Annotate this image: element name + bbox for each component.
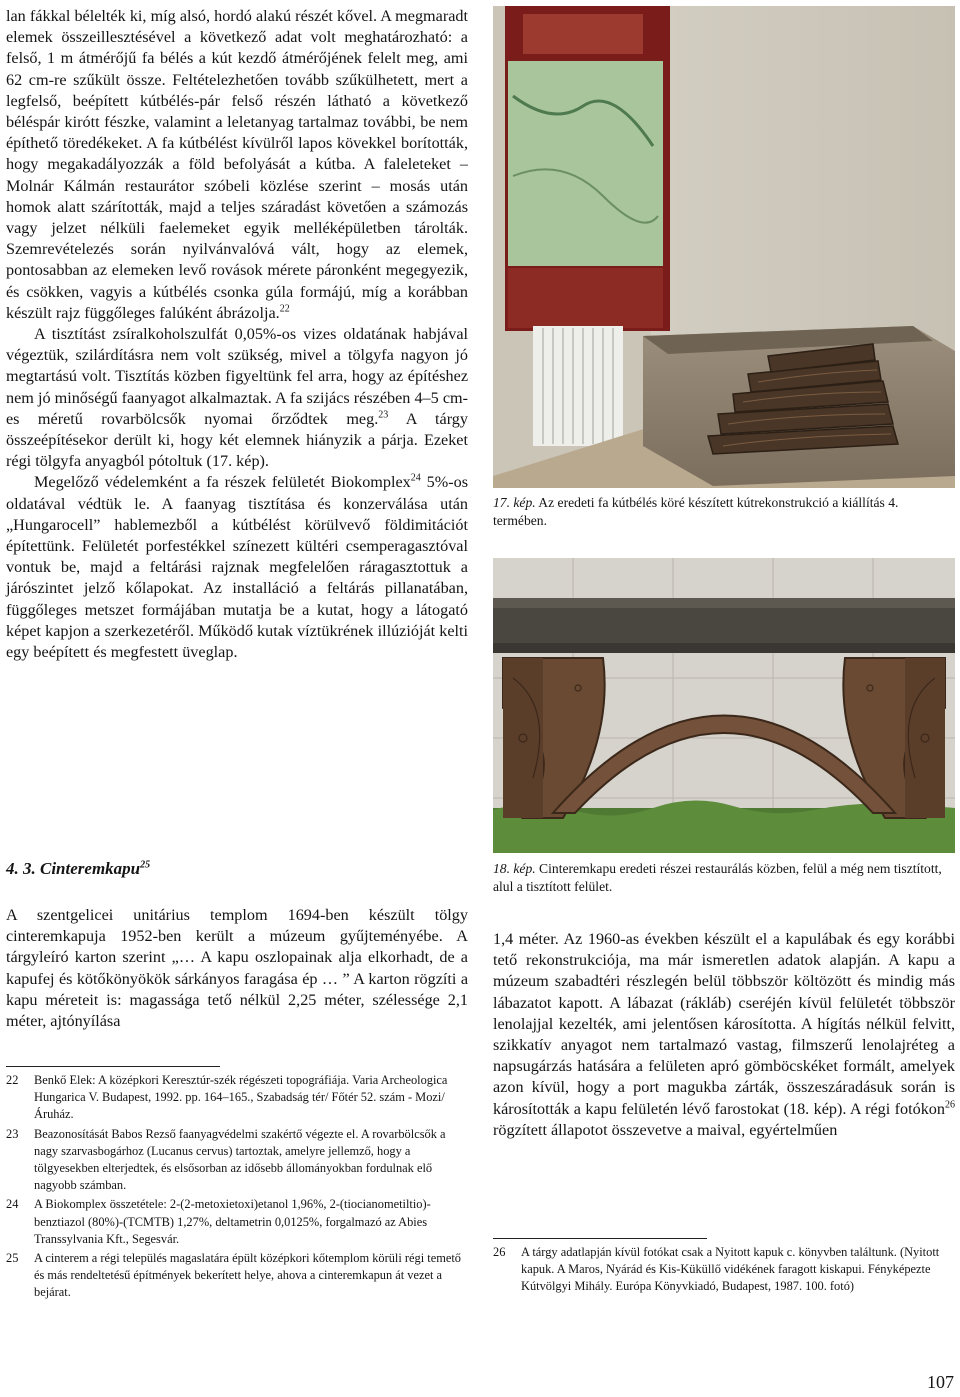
footnote-number: 25 [6,1251,19,1266]
footnote-divider-left [6,1066,220,1067]
well-photo-illustration [493,6,955,488]
body-paragraph-1: lan fákkal bélelték ki, míg alsó, hordó alakú részét kővel. A megmaradt elemek összeillesztésével a következő adat volt meghatározható: a felső, 1 m átmérőjű fa bélés a kút kezdő átmérőjének felelt meg, ami 62 cm-re szűkült össze. Feltételezhetően tovább szűkülhetett, mert a legfelső, beépített kútbélés-pár felső részén látható a következő béléspár kirótt fészke, valamint a leletanyag tartalmaz további, be nem építhető töredékeket. A fa kútbélést kívülről lapos kövekkel borították, hogy megakadályozzák a föld befolyását a kútba. A faleleteket – Molnár Kálmán restaurátor szóbeli közlése szerint – mosás után homok alatt szárították, majd a teljes száradást követően a számozás vagy jelzet nélküli faelemeket egyik melléképületben tárolták. Szemrevételezés során nyilvánvalóvá vált, hogy az elemek, pontosabban az elemeken levő rovások mérete páronként megegyezik, és csökken, vagyis a kútbélés csonka gúla formájú, míg a korábban készült rajz függőleges falúként ábrázolja.$^{22}$ [6,7,468,322]
body-paragraph-5: 1,4 méter. Az 1960-as években készült el a kapulábak és egy korábbi tető rekonstrukciója, ma már ismeretlen adatok alapján. A kapu a múzeum szabadtéri részlegén belül többször költözött és mindig más lábazatot kapott. A lábazat (rákláb) cseréjén kívül felületét többször lenolajjal kezelték, ami jelentősen károsította. A hígítás nélkül felvitt, szikkatív anyagot nem tartalmazó vastag, filmszerű lenolajréteg a napsugárzás hatására a felületen apró gömböcskéket formált, amelyek azon kívül, hogy a port magukba zárták, összeszáradásuk során is károsították a kapu felületén lévő farostokat (18. kép). A régi fotókon$^{26}$ rögzített állapotot összevetve a maival, egyértelműen [493,930,955,1139]
caption-18: 18. kép. Cinteremkapu eredeti részei restaurálás közben, felül a még nem tisztított, alul a tisztított felület. [493,861,942,894]
footnote-22 [6,1072,468,1124]
footnote-number: 24 [6,1197,19,1212]
gate-photo-illustration [493,558,955,853]
body-paragraph-4: A szentgelicei unitárius templom 1694-ben készült tölgy cinteremkapuja 1952-ben került a múzeum gyűjteményébe. A tárgyleíró karton szerint „… A kapu oszlopainak alja elkorhadt, de a kapufej és kötőkönyökök sárkányos faragása ép … ” A karton rögzíti a kapu méreteit is: magassága tető nélkül 2,25 méter, szélessége 2,1 méter, ajtónyílása [6,906,468,1031]
left-column-bottom [6,905,468,1032]
footnote-24 [6,1196,468,1248]
photo-well-reconstruction [493,6,955,488]
footnote-ref-26[interactable]: 26 [945,1099,955,1111]
footnote-divider-right [493,1238,707,1239]
footnote-23 [6,1126,468,1195]
body-paragraph-2: A tisztítást zsíralkoholszulfát 0,05%-os vizes oldatának habjával végeztük, szilárdításra nem volt szükség, mivel a tölgyfa nagyon jó megtartású volt. Tisztítás közben figyeltünk fel arra, hogy az építéshez nem jó minőségű faanyagot alkalmaztak. A fa szijács részében 4–5 cm-es méretű rovarbölcsők nyomai őrződtek meg.$^{23}$ A tárgy összeépítésekor derült ki, hogy két elemnek hiányzik a párja. Ezeket régi tölgyfa anyagból pótoltuk (17. kép). [6,325,468,471]
footnote-ref-23[interactable]: 23 [378,409,389,421]
section-heading: 4. 3. Cinteremkapu$^{25}$ [6,859,151,878]
caption-17: 17. kép. Az eredeti fa kútbélés köré készített kútrekonstrukció a kiállítás 4. termében. [493,495,899,528]
footnote-ref-25[interactable]: 25 [140,859,151,871]
footnote-text: A Biokomplex összetétele: 2-(2-metoxietoxi)etanol 1,96%, 2-(tiocianometiltio)-benztiazol (80%)-(TCMTB) 1,27%, deltametrin 0,0125%, forgalmazó az Abies Transsylvania Kft., Segesvár. [34,1197,431,1246]
footnote-number: 26 [493,1245,506,1259]
footnote-text: Benkő Elek: A középkori Keresztúr-szék régészeti topográfiája. Varia Archeologica Hungarica V. Budapest, 1992. pp. 164–165., Szabadság tér/ Főtér 52. szám - Mozi/Áruház. [34,1073,448,1122]
footnote-text: A cinterem a régi település magaslatára épült középkori kőtemplom körüli régi temető és más rendeltetésű építmények bekerített helye, ahova a cinteremkapun át vezet a bejárat. [34,1251,461,1300]
footnote-text: A tárgy adatlapján kívül fotókat csak a Nyitott kapuk c. könyvben találtunk. (Nyitott kapuk. A Maros, Nyárád és Kis-Küküllő vidékének faragott kiskapui. Fényképezte Kútvölgyi Mihály. Európa Könyvkiadó, Budapest, 1987. 100. fotó) [521,1245,940,1294]
footnote-number: 23 [6,1126,19,1141]
footnotes-right [493,1244,955,1298]
page-number: 107 [927,1372,954,1392]
footnote-25 [6,1250,468,1302]
footnote-text: Beazonosítását Babos Rezső faanyagvédelmi szakértő végezte el. A rovarbölcsők a nagy szarvasbogárhoz (Lucanus cervus) tartoztak, amelyre jellemző, hogy a tölgyesekben elterjedtek, és elsősorban az idősebb állományokban fordulnak elő nagyobb számban. [34,1126,446,1193]
footnotes-left [6,1072,468,1304]
footnote-ref-24[interactable]: 24 [410,473,421,485]
footnote-ref-22[interactable]: 22 [279,303,290,315]
left-column [6,6,468,663]
photo-gate-restoration [493,558,955,853]
footnote-number: 22 [6,1073,19,1087]
body-paragraph-3: Megelőző védelemként a fa részek felületét Biokomplex$^{24}$ 5%-os oldatával védtük le. A faanyag tisztítása és konzerválása után „Hungarocell” hablemezből a kútbélést körülvevő földimitációt építettünk. Felületét porfestékkel színezett kültéri csemperagasztóval vontuk be, majd a feltárási rajznak megfelelően ráragasztottuk a járószintet jelző kőlapokat. Az installáció a feltárás pillanatában, függőleges metszet formájában mutatja be a kutat, hogy a látogató képet kapjon a szerkezetéről. Működő kutak víztükrének illúzióját kelti egy beépített és megfestett üveglap. [6,473,468,662]
right-column-text [493,929,955,1141]
footnote-26 [493,1244,955,1296]
